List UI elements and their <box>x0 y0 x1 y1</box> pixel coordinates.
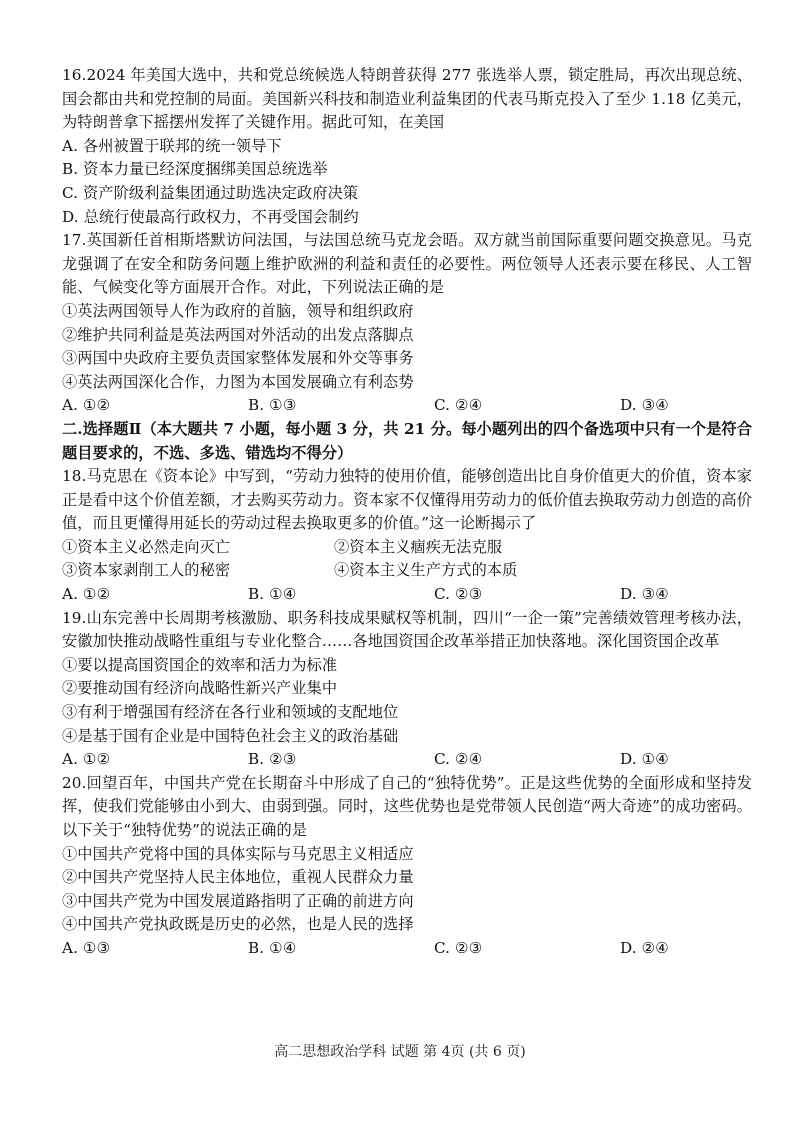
q20-item-4: ④中国共产党执政既是历史的必然，也是人民的选择 <box>62 915 414 934</box>
section-2-heading: 二.选择题Ⅱ（本大题共 7 小题，每小题 3 分，共 21 分。每小题列出的四个备选项中只有一个是符合题目要求的，不选、多选、错选均不得分） <box>62 419 752 462</box>
q17-choice-a: A. ①② <box>62 396 111 415</box>
q16-stem: 16.2024 年美国大选中，共和党总统候选人特朗普获得 277 张选举人票，锁定胜局，再次出现总统、国会都由共和党控制的局面。美国新兴科技和制造业利益集团的代表马斯克投入了至少 1.18 亿美元，为特朗普拿下摇摆州发挥了关键作用。据此可知，在美国 <box>62 66 752 132</box>
q20-choice-b: B. ①④ <box>248 938 297 957</box>
q19-item-3: ③有利于增强国有经济在各行业和领域的支配地位 <box>62 703 399 722</box>
q19-choices <box>62 748 752 772</box>
q20-choice-d: D. ②④ <box>620 938 670 957</box>
q20-item-3: ③中国共产党为中国发展道路指明了正确的前进方向 <box>62 891 414 910</box>
q16-option-b: B. 资本力量已经深度捆绑美国总统选举 <box>62 160 328 179</box>
q20-choices <box>62 937 752 961</box>
q18-item-2: ②资本主义痼疾无法克服 <box>334 537 503 556</box>
q20-item-1: ①中国共产党将中国的具体实际与马克思主义相适应 <box>62 844 414 863</box>
q20-choice-c: C. ②③ <box>434 938 483 957</box>
q17-choice-d: D. ③④ <box>620 396 670 415</box>
q17-choice-c: C. ②④ <box>434 396 483 415</box>
q17-choice-b: B. ①③ <box>248 396 297 415</box>
q16-option-a: A. 各州被置于联邦的统一领导下 <box>62 136 282 155</box>
q17-item-2: ②维护共同利益是英法两国对外活动的出发点落脚点 <box>62 325 414 344</box>
q18-item-1: ①资本主义必然走向灭亡 <box>62 537 231 556</box>
q20-stem: 20.回望百年，中国共产党在长期奋斗中形成了自己的“独特优势”。正是这些优势的全面形成和坚持发挥，使我们党能够由小到大、由弱到强。同时，这些优势也是党带领人民创造“两大奇迹”的成功密码。以下关于“独特优势”的说法正确的是 <box>62 773 752 839</box>
q17-item-4: ④英法两国深化合作，力图为本国发展确立有利态势 <box>62 372 414 391</box>
q17-choices <box>62 394 752 418</box>
q18-stem: 18.马克思在《资本论》中写到，“劳动力独特的使用价值，能够创造出比自身价值更大的价值，资本家正是看中这个价值差额，才去购买劳动力。资本家不仅懂得用劳动力的低价值去换取劳动力创造的高价值，而且更懂得用延长的劳动过程去换取更多的价值。”这一论断揭示了 <box>62 467 752 533</box>
q16-option-c: C. 资产阶级利益集团通过助选决定政府决策 <box>62 183 359 202</box>
q19-choice-b: B. ②③ <box>248 750 297 769</box>
q20-item-2: ②中国共产党坚持人民主体地位，重视人民群众力量 <box>62 868 414 887</box>
q17-item-3: ③两国中央政府主要负责国家整体发展和外交等事务 <box>62 349 414 368</box>
q19-item-1: ①要以提高国资国企的效率和活力为标准 <box>62 655 338 674</box>
q19-item-4: ④是基于国有企业是中国特色社会主义的政治基础 <box>62 726 399 745</box>
q18-item-4: ④资本主义生产方式的本质 <box>334 561 518 580</box>
q18-choice-a: A. ①② <box>62 585 111 604</box>
q19-choice-c: C. ②④ <box>434 750 483 769</box>
q18-items-row-2 <box>62 559 752 583</box>
q17-item-1: ①英法两国领导人作为政府的首脑，领导和组织政府 <box>62 301 414 320</box>
q18-choices <box>62 583 752 607</box>
q18-item-3: ③资本家剥削工人的秘密 <box>62 561 231 580</box>
q16-option-d: D. 总统行使最高行政权力，不再受国会制约 <box>62 207 359 226</box>
q20-choice-a: A. ①③ <box>62 938 111 957</box>
q18-choice-d: D. ③④ <box>620 585 670 604</box>
exam-page <box>62 64 752 961</box>
q19-item-2: ②要推动国有经济向战略性新兴产业集中 <box>62 679 338 698</box>
q19-choice-d: D. ①④ <box>620 750 670 769</box>
q18-choice-b: B. ①④ <box>248 585 297 604</box>
page-footer: 高二思想政治学科 试题 第 4页 (共 6 页) <box>274 1044 526 1060</box>
q19-choice-a: A. ①② <box>62 750 111 769</box>
q17-stem: 17.英国新任首相斯塔默访问法国，与法国总统马克龙会晤。双方就当前国际重要问题交换意见。马克龙强调了在安全和防务问题上维护欧洲的利益和责任的必要性。两位领导人还表示要在移民、人工智能、气候变化等方面展开合作。对此，下列说法正确的是 <box>62 231 752 297</box>
q19-stem: 19.山东完善中长周期考核激励、职务科技成果赋权等机制，四川“一企一策”完善绩效管理考核办法，安徽加快推动战略性重组与专业化整合……各地国资国企改革举措正加快落地。深化国资国企改革 <box>62 608 752 651</box>
q18-choice-c: C. ②③ <box>434 585 483 604</box>
q18-items-row-1 <box>62 536 752 560</box>
